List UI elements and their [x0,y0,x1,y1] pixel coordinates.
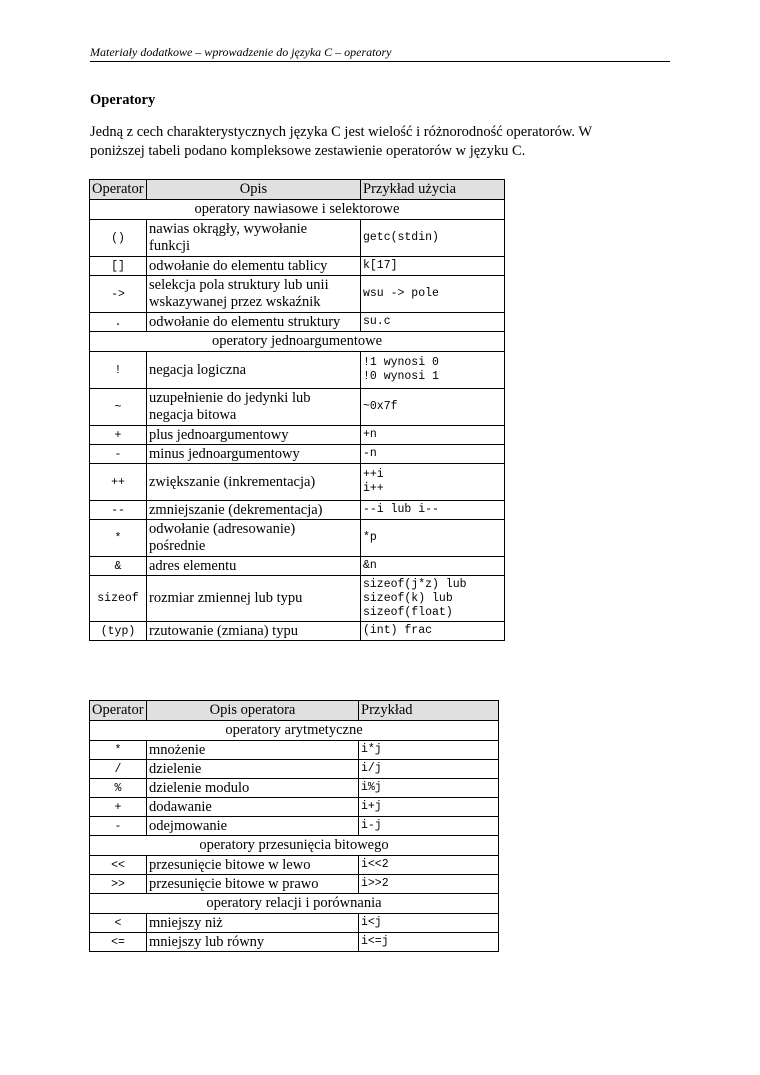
description-line: pośrednie [149,538,206,554]
table-header-row [90,180,505,200]
table-row [90,220,505,257]
example-line: getc(stdin) [363,231,439,244]
description-line: mnożenie [149,741,206,758]
description-line: selekcja pola struktury lub unii [149,277,329,293]
table-row [90,520,505,557]
description-line: zmniejszanie (dekrementacja) [149,501,323,518]
operator-cell: <= [90,933,147,952]
example-cell [361,257,505,276]
description-line: dzielenie [149,760,202,777]
section-row [90,721,499,741]
description-cell [147,464,361,501]
table-row [90,501,505,520]
table-header-row [90,701,499,721]
example-line: i*j [361,743,382,756]
description-cell [147,276,361,313]
example-cell [361,313,505,332]
section-row [90,894,499,914]
table-row [90,760,499,779]
example-line: *p [363,531,377,544]
table-row [90,257,505,276]
operator-cell: [] [90,257,147,276]
description-cell [147,856,359,875]
description-cell [147,257,361,276]
operator-cell: () [90,220,147,257]
description-line: nawias okrągły, wywołanie [149,221,308,237]
operator-cell: * [90,741,147,760]
example-cell [361,389,505,426]
section-title-cell: operatory jednoargumentowe [90,332,505,352]
example-cell [359,779,499,798]
example-line: sizeof(j*z) lub [363,577,467,591]
operator-cell: ++ [90,464,147,501]
example-line: k[17] [363,259,398,272]
table-row [90,426,505,445]
table-row [90,557,505,576]
description-line: plus jednoargumentowy [149,426,289,443]
operator-cell: sizeof [90,576,147,622]
operator-cell: -> [90,276,147,313]
example-line: su.c [363,315,391,328]
operator-cell: - [90,817,147,836]
example-line: i/j [361,762,382,775]
table-row [90,914,499,933]
description-cell [147,933,359,952]
example-line: !1 wynosi 0 [363,356,439,369]
operator-cell: + [90,798,147,817]
description-cell [147,914,359,933]
column-header-operator: Operator [90,701,147,721]
table-row [90,741,499,760]
example-line: i++ [363,482,384,495]
table-row [90,933,499,952]
operator-cell: >> [90,875,147,894]
table-row [90,313,505,332]
description-cell [147,622,361,641]
description-line: mniejszy niż [149,914,223,931]
intro-paragraph [90,123,665,161]
example-line: sizeof(float) [363,605,453,619]
example-line: i<j [361,916,382,929]
description-line: rzutowanie (zmiana) typu [149,622,298,639]
description-line: wskazywanej przez wskaźnik [149,294,321,310]
operator-cell: * [90,520,147,557]
example-cell [361,220,505,257]
operator-cell: % [90,779,147,798]
column-header-example: Przykład użycia [361,180,505,200]
example-cell [359,760,499,779]
description-line: mniejszy lub równy [149,933,265,950]
example-line: i%j [361,781,382,794]
example-line: !0 wynosi 1 [363,370,439,383]
table-row [90,856,499,875]
section-title-cell: operatory relacji i porównania [90,894,499,914]
operator-cell: & [90,557,147,576]
description-cell [147,798,359,817]
description-cell [147,576,361,622]
operators-table-arithmetic [89,700,499,952]
description-line: funkcji [149,238,191,254]
description-cell [147,501,361,520]
section-title-cell: operatory przesunięcia bitowego [90,836,499,856]
table-row [90,445,505,464]
section-title-cell: operatory nawiasowe i selektorowe [90,200,505,220]
example-line: --i lub i-- [363,503,439,516]
table-row [90,464,505,501]
description-line: odejmowanie [149,817,228,834]
operator-cell: . [90,313,147,332]
example-cell [361,622,505,641]
description-cell [147,445,361,464]
table-row [90,817,499,836]
description-cell [147,817,359,836]
table-row [90,276,505,313]
operator-cell: << [90,856,147,875]
table-row [90,622,505,641]
example-cell [361,445,505,464]
example-cell [361,576,505,622]
example-cell [359,817,499,836]
example-cell [359,933,499,952]
description-line: odwołanie do elementu struktury [149,313,341,330]
description-line: dodawanie [149,798,212,815]
section-row [90,332,505,352]
table-row [90,389,505,426]
example-line: sizeof(k) lub [363,591,453,605]
description-line: rozmiar zmiennej lub typu [149,590,303,606]
column-header-example: Przykład [359,701,499,721]
example-cell [359,856,499,875]
example-cell [359,741,499,760]
example-line: ++i [363,468,384,481]
description-line: odwołanie do elementu tablicy [149,257,328,274]
example-cell [361,520,505,557]
intro-line: poniższej tabeli podano kompleksowe zestawienie operatorów w języku C. [90,143,526,159]
operator-cell: / [90,760,147,779]
description-line: przesunięcie bitowe w lewo [149,856,311,873]
description-cell [147,520,361,557]
example-line: i-j [361,819,382,832]
example-line: (int) frac [363,624,433,637]
table-row [90,798,499,817]
description-line: minus jednoargumentowy [149,445,300,462]
section-row [90,200,505,220]
operator-cell: ! [90,352,147,389]
example-cell [361,501,505,520]
example-line: +n [363,428,377,441]
section-title: Operatory [90,92,156,108]
description-cell [147,220,361,257]
example-line: wsu -> pole [363,287,439,300]
example-cell [361,426,505,445]
operators-table-general [89,179,505,641]
description-cell [147,779,359,798]
description-line: przesunięcie bitowe w prawo [149,875,319,892]
example-line: &n [363,559,377,572]
example-cell [359,798,499,817]
operator-cell: -- [90,501,147,520]
description-cell [147,313,361,332]
description-cell [147,389,361,426]
column-header-operator: Operator [90,180,147,200]
description-cell [147,352,361,389]
example-line: -n [363,447,377,460]
example-line: i<=j [361,935,389,948]
column-header-description: Opis [147,180,361,200]
operator-cell: + [90,426,147,445]
example-cell [361,464,505,501]
example-line: i>>2 [361,877,389,890]
operator-cell: < [90,914,147,933]
description-line: dzielenie modulo [149,779,250,796]
page-header: Materiały dodatkowe – wprowadzenie do języka C – operatory [90,44,670,62]
example-cell [359,875,499,894]
description-cell [147,426,361,445]
description-line: negacja logiczna [149,361,247,378]
description-line: odwołanie (adresowanie) [149,521,296,537]
example-cell [359,914,499,933]
column-header-description: Opis operatora [147,701,359,721]
table-row [90,875,499,894]
description-line: uzupełnienie do jedynki lub [149,390,311,406]
operator-cell: ~ [90,389,147,426]
table-row [90,576,505,622]
table-row [90,779,499,798]
section-row [90,836,499,856]
example-line: i+j [361,800,382,813]
description-line: zwiększanie (inkrementacja) [149,473,316,490]
description-line: adres elementu [149,557,237,574]
example-line: ~0x7f [363,400,398,413]
description-cell [147,557,361,576]
section-title-cell: operatory arytmetyczne [90,721,499,741]
description-cell [147,760,359,779]
example-cell [361,557,505,576]
example-cell [361,276,505,313]
table-row [90,352,505,389]
operator-cell: - [90,445,147,464]
operator-cell: (typ) [90,622,147,641]
example-line: i<<2 [361,858,389,871]
description-cell [147,741,359,760]
description-line: negacja bitowa [149,407,237,423]
intro-line: Jedną z cech charakterystycznych języka C jest wielość i różnorodność operatorów. W [90,124,593,140]
example-cell [361,352,505,389]
description-cell [147,875,359,894]
